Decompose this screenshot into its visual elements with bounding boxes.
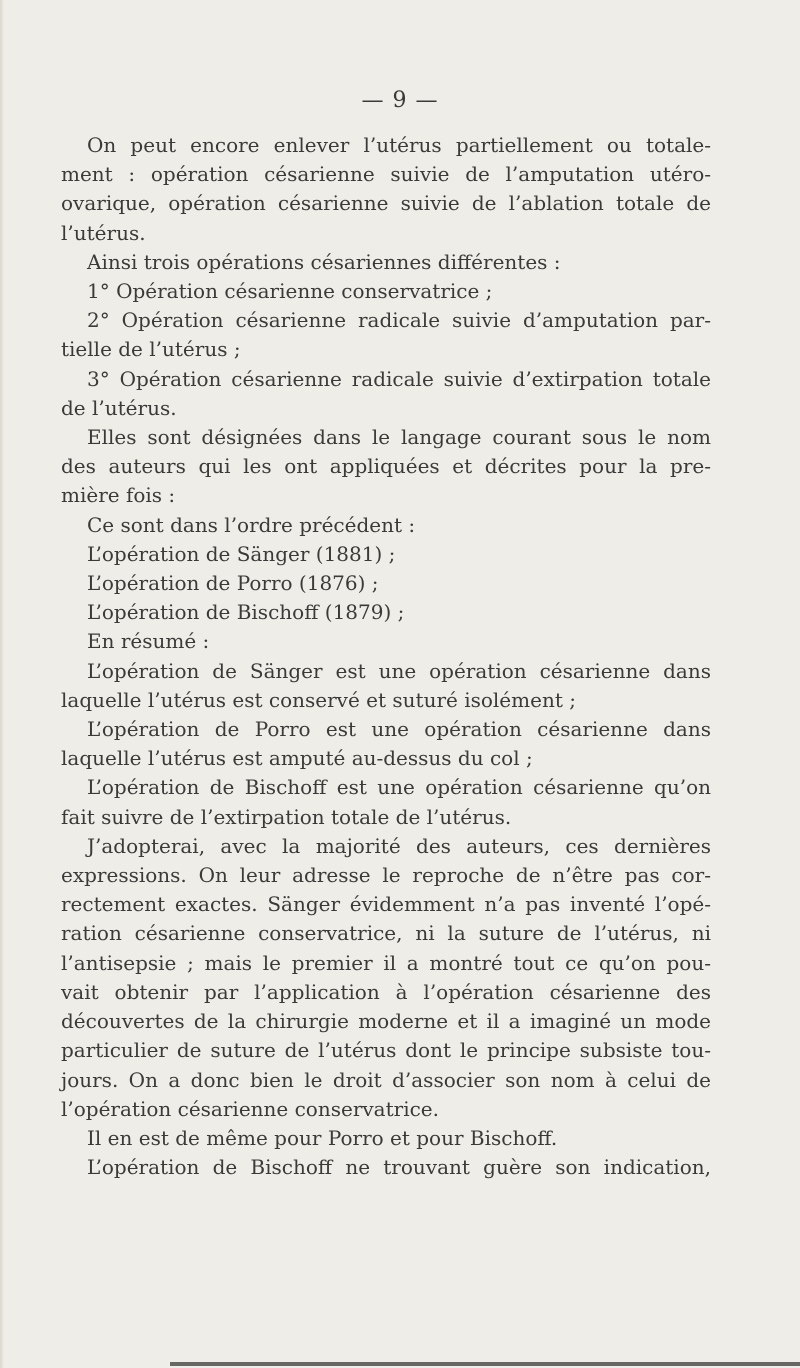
text-line: laquelle l’utérus est amputé au-dessus du col ; <box>61 746 533 771</box>
text-line: des auteurs qui les ont appliquées et décrites pour la pre- <box>61 454 711 479</box>
text-line: 1° Opération césarienne conservatrice ; <box>87 279 493 304</box>
text-line: 3° Opération césarienne radicale suivie d’extirpation totale <box>87 366 711 391</box>
page-edge-shadow <box>0 0 4 1368</box>
text-line: ration césarienne conservatrice, ni la suture de l’utérus, ni <box>61 921 711 946</box>
text-line: de l’utérus. <box>61 395 177 420</box>
text-line: Ainsi trois opérations césariennes différentes : <box>87 249 561 274</box>
text-line: rectement exactes. Sänger évidemment n’a pas inventé l’opé- <box>61 892 711 917</box>
text-line: mière fois : <box>61 483 176 508</box>
page-number: — 9 — <box>361 88 439 113</box>
text-line: L’opération de Porro est une opération césarienne dans <box>87 717 711 742</box>
text-line: Ce sont dans l’ordre précédent : <box>87 512 416 537</box>
text-line: L’opération de Porro (1876) ; <box>87 571 379 596</box>
text-line: tielle de l’utérus ; <box>61 337 241 362</box>
text-line: fait suivre de l’extirpation totale de l’utérus. <box>61 804 512 829</box>
text-line: L’opération de Bischoff (1879) ; <box>87 600 405 625</box>
text-line: ovarique, opération césarienne suivie de l’ablation totale de <box>61 191 711 216</box>
text-line: Elles sont désignées dans le langage courant sous le nom <box>87 425 711 450</box>
text-line: J’adopterai, avec la majorité des auteurs, ces dernières <box>87 833 711 858</box>
text-line: 2° Opération césarienne radicale suivie d’amputation par- <box>87 308 711 333</box>
text-line: l’antisepsie ; mais le premier il a montré tout ce qu’on pou- <box>61 950 711 975</box>
text-line: l’opération césarienne conservatrice. <box>61 1096 439 1121</box>
text-line: On peut encore enlever l’utérus partiellement ou totale- <box>87 133 711 157</box>
text-line: jours. On a donc bien le droit d’associer son nom à celui de <box>61 1067 711 1092</box>
text-line: ment : opération césarienne suivie de l’amputation utéro- <box>61 162 711 187</box>
text-line: l’utérus. <box>61 220 146 245</box>
text-line: L’opération de Sänger est une opération césarienne dans <box>87 658 711 683</box>
text-line: En résumé : <box>87 629 210 654</box>
text-line: Il en est de même pour Porro et pour Bischoff. <box>87 1125 558 1150</box>
bottom-edge-line <box>170 1362 800 1366</box>
text-line: vait obtenir par l’application à l’opération césarienne des <box>61 979 711 1004</box>
text-line: particulier de suture de l’utérus dont le principe subsiste tou- <box>61 1038 711 1063</box>
text-line: L’opération de Bischoff est une opération césarienne qu’on <box>87 775 711 800</box>
text-line: découvertes de la chirurgie moderne et il a imaginé un mode <box>61 1009 711 1034</box>
text-line: L’opération de Bischoff ne trouvant guère son indication, <box>87 1155 711 1180</box>
text-line: expressions. On leur adresse le reproche de n’être pas cor- <box>61 863 711 888</box>
text-line: laquelle l’utérus est conservé et suturé isolément ; <box>61 687 576 712</box>
text-line: L’opération de Sänger (1881) ; <box>87 541 396 566</box>
body-text <box>61 131 711 1182</box>
